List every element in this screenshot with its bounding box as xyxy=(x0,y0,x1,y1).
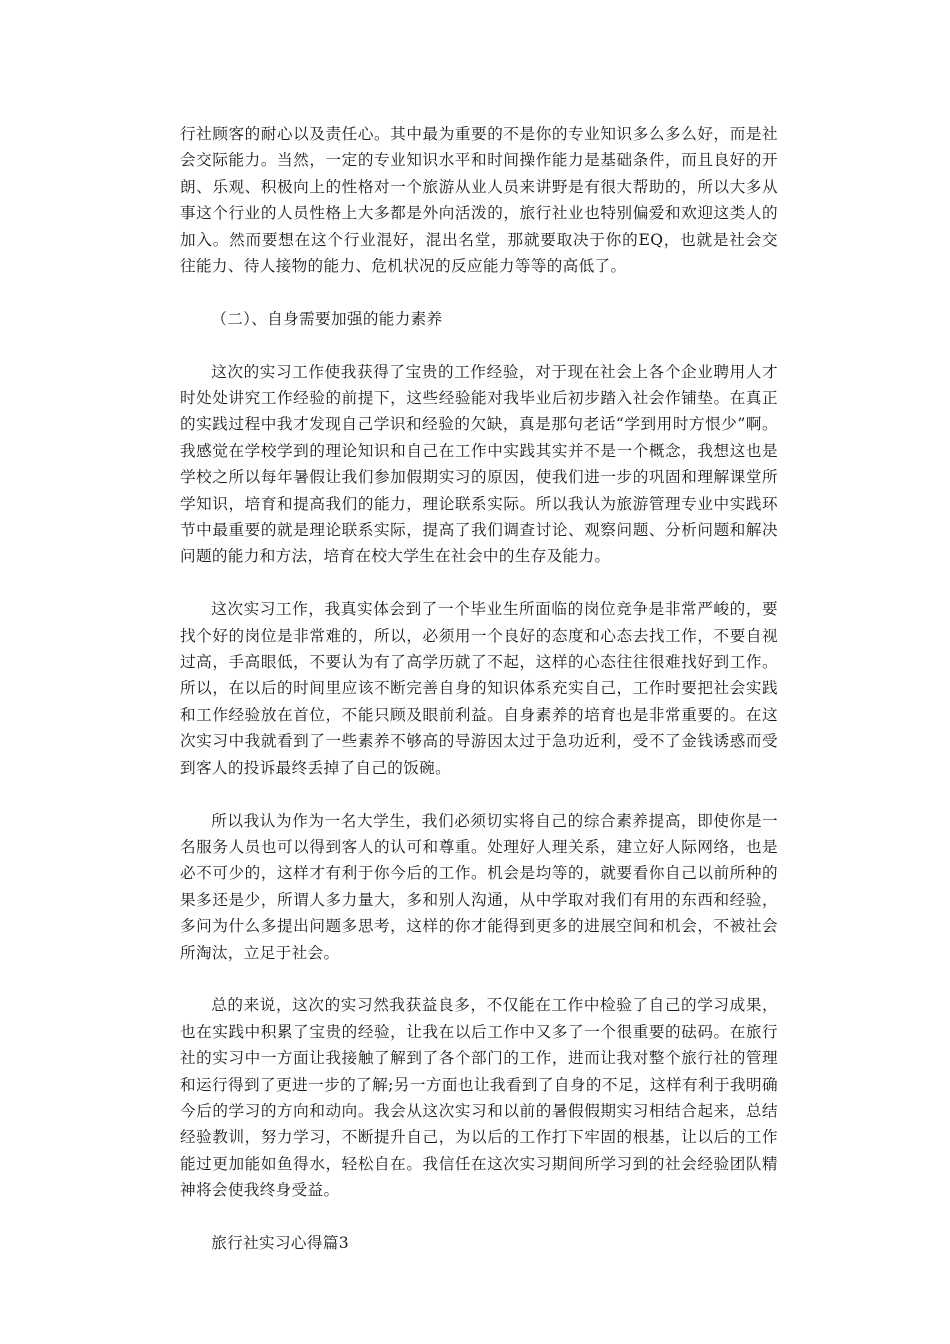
paragraph: 总的来说，这次的实习然我获益良多，不仅能在工作中检验了自己的学习成果，也在实践中积累了宝贵的经验，让我在以后工作中又多了一个很重要的砝码。在旅行社的实习中一方面让我接触了解到了各个部门的工作，进而让我对整个旅行社的管理和运行得到了更进一步的了解;另一方面也让我看到了自身的不足，这样有利于我明确今后的学习的方向和动向。我会从这次实习和以前的暑假假期实习相结合起来，总结经验教训，努力学习，不断提升自己，为以后的工作打下牢固的根基，让以后的工作能过更加能如鱼得水，轻松自在。我信任在这次实习期间所学习到的社会经验团队精神将会使我终身受益。 xyxy=(180,996,778,1200)
article-title: 旅行社实习心得篇3 xyxy=(211,1233,350,1252)
paragraph: 所以我认为作为一名大学生，我们必须切实将自己的综合素养提高，即使你是一名服务人员也可以得到客人的认可和尊重。处理好人理关系，建立好人际网络，也是必不可少的，这样才有利于你今后的工作。机会是均等的，就要看你自己以前所种的果多还是少，所谓人多力量大，多和别人沟通，从中学取对我们有用的东西和经验，多问为什么多提出问题多思考，这样的你才能得到更多的进展空间和机会，不被社会所淘汰，立足于社会。 xyxy=(180,811,778,962)
paragraph: 这次实习工作，我真实体会到了一个毕业生所面临的岗位竞争是非常严峻的，要找个好的岗位是非常难的，所以，必须用一个良好的态度和心态去找工作，不要自视过高，手高眼低，不要认为有了高学历就了不起，这样的心态往往很难找好到工作。所以，在以后的时间里应该不断完善自身的知识体系充实自己，工作时要把社会实践和工作经验放在首位，不能只顾及眼前利益。自身素养的培育也是非常重要的。在这次实习中我就看到了一些素养不够高的导游因太过于急功近利，受不了金钱诱惑而受到客人的投诉最终丢掉了自己的饭碗。 xyxy=(180,600,778,777)
paragraph: 这次的实习工作使我获得了宝贵的工作经验，对于现在社会上各个企业聘用人才时处处讲究工作经验的前提下，这些经验能对我毕业后初步踏入社会作铺垫。在真正的实践过程中我才发现自己学识和经验的欠缺，真是那句老话“学到用时方恨少”啊。我感觉在学校学到的理论知识和自己在工作中实践其实并不是一个概念，我想这也是学校之所以每年暑假让我们参加假期实习的原因，使我们进一步的巩固和理解课堂所学知识，培育和提高我们的能力，理论联系实际。所以我认为旅游管理专业中实践环节中最重要的就是理论联系实际，提高了我们调查讨论、观察问题、分析问题和解决问题的能力和方法，培育在校大学生在社会中的生存及能力。 xyxy=(180,362,778,566)
document-body xyxy=(180,121,778,1283)
paragraph-continuation: 行社顾客的耐心以及责任心。其中最为重要的不是你的专业知识多么多么好，而是社会交际能力。当然，一定的专业知识水平和时间操作能力是基础条件，而且良好的开朗、乐观、积极向上的性格对一个旅游从业人员来讲野是有很大帮助的，所以大多从事这个行业的人员性格上大多都是外向活泼的，旅行社业也特别偏爱和欢迎这类人的加入。然而要想在这个行业混好，混出名堂，那就要取决于你的EQ，也就是社会交往能力、待人接物的能力、危机状况的反应能力等等的高低了。 xyxy=(180,125,778,276)
section-heading: （二）、自身需要加强的能力素养 xyxy=(211,309,443,328)
